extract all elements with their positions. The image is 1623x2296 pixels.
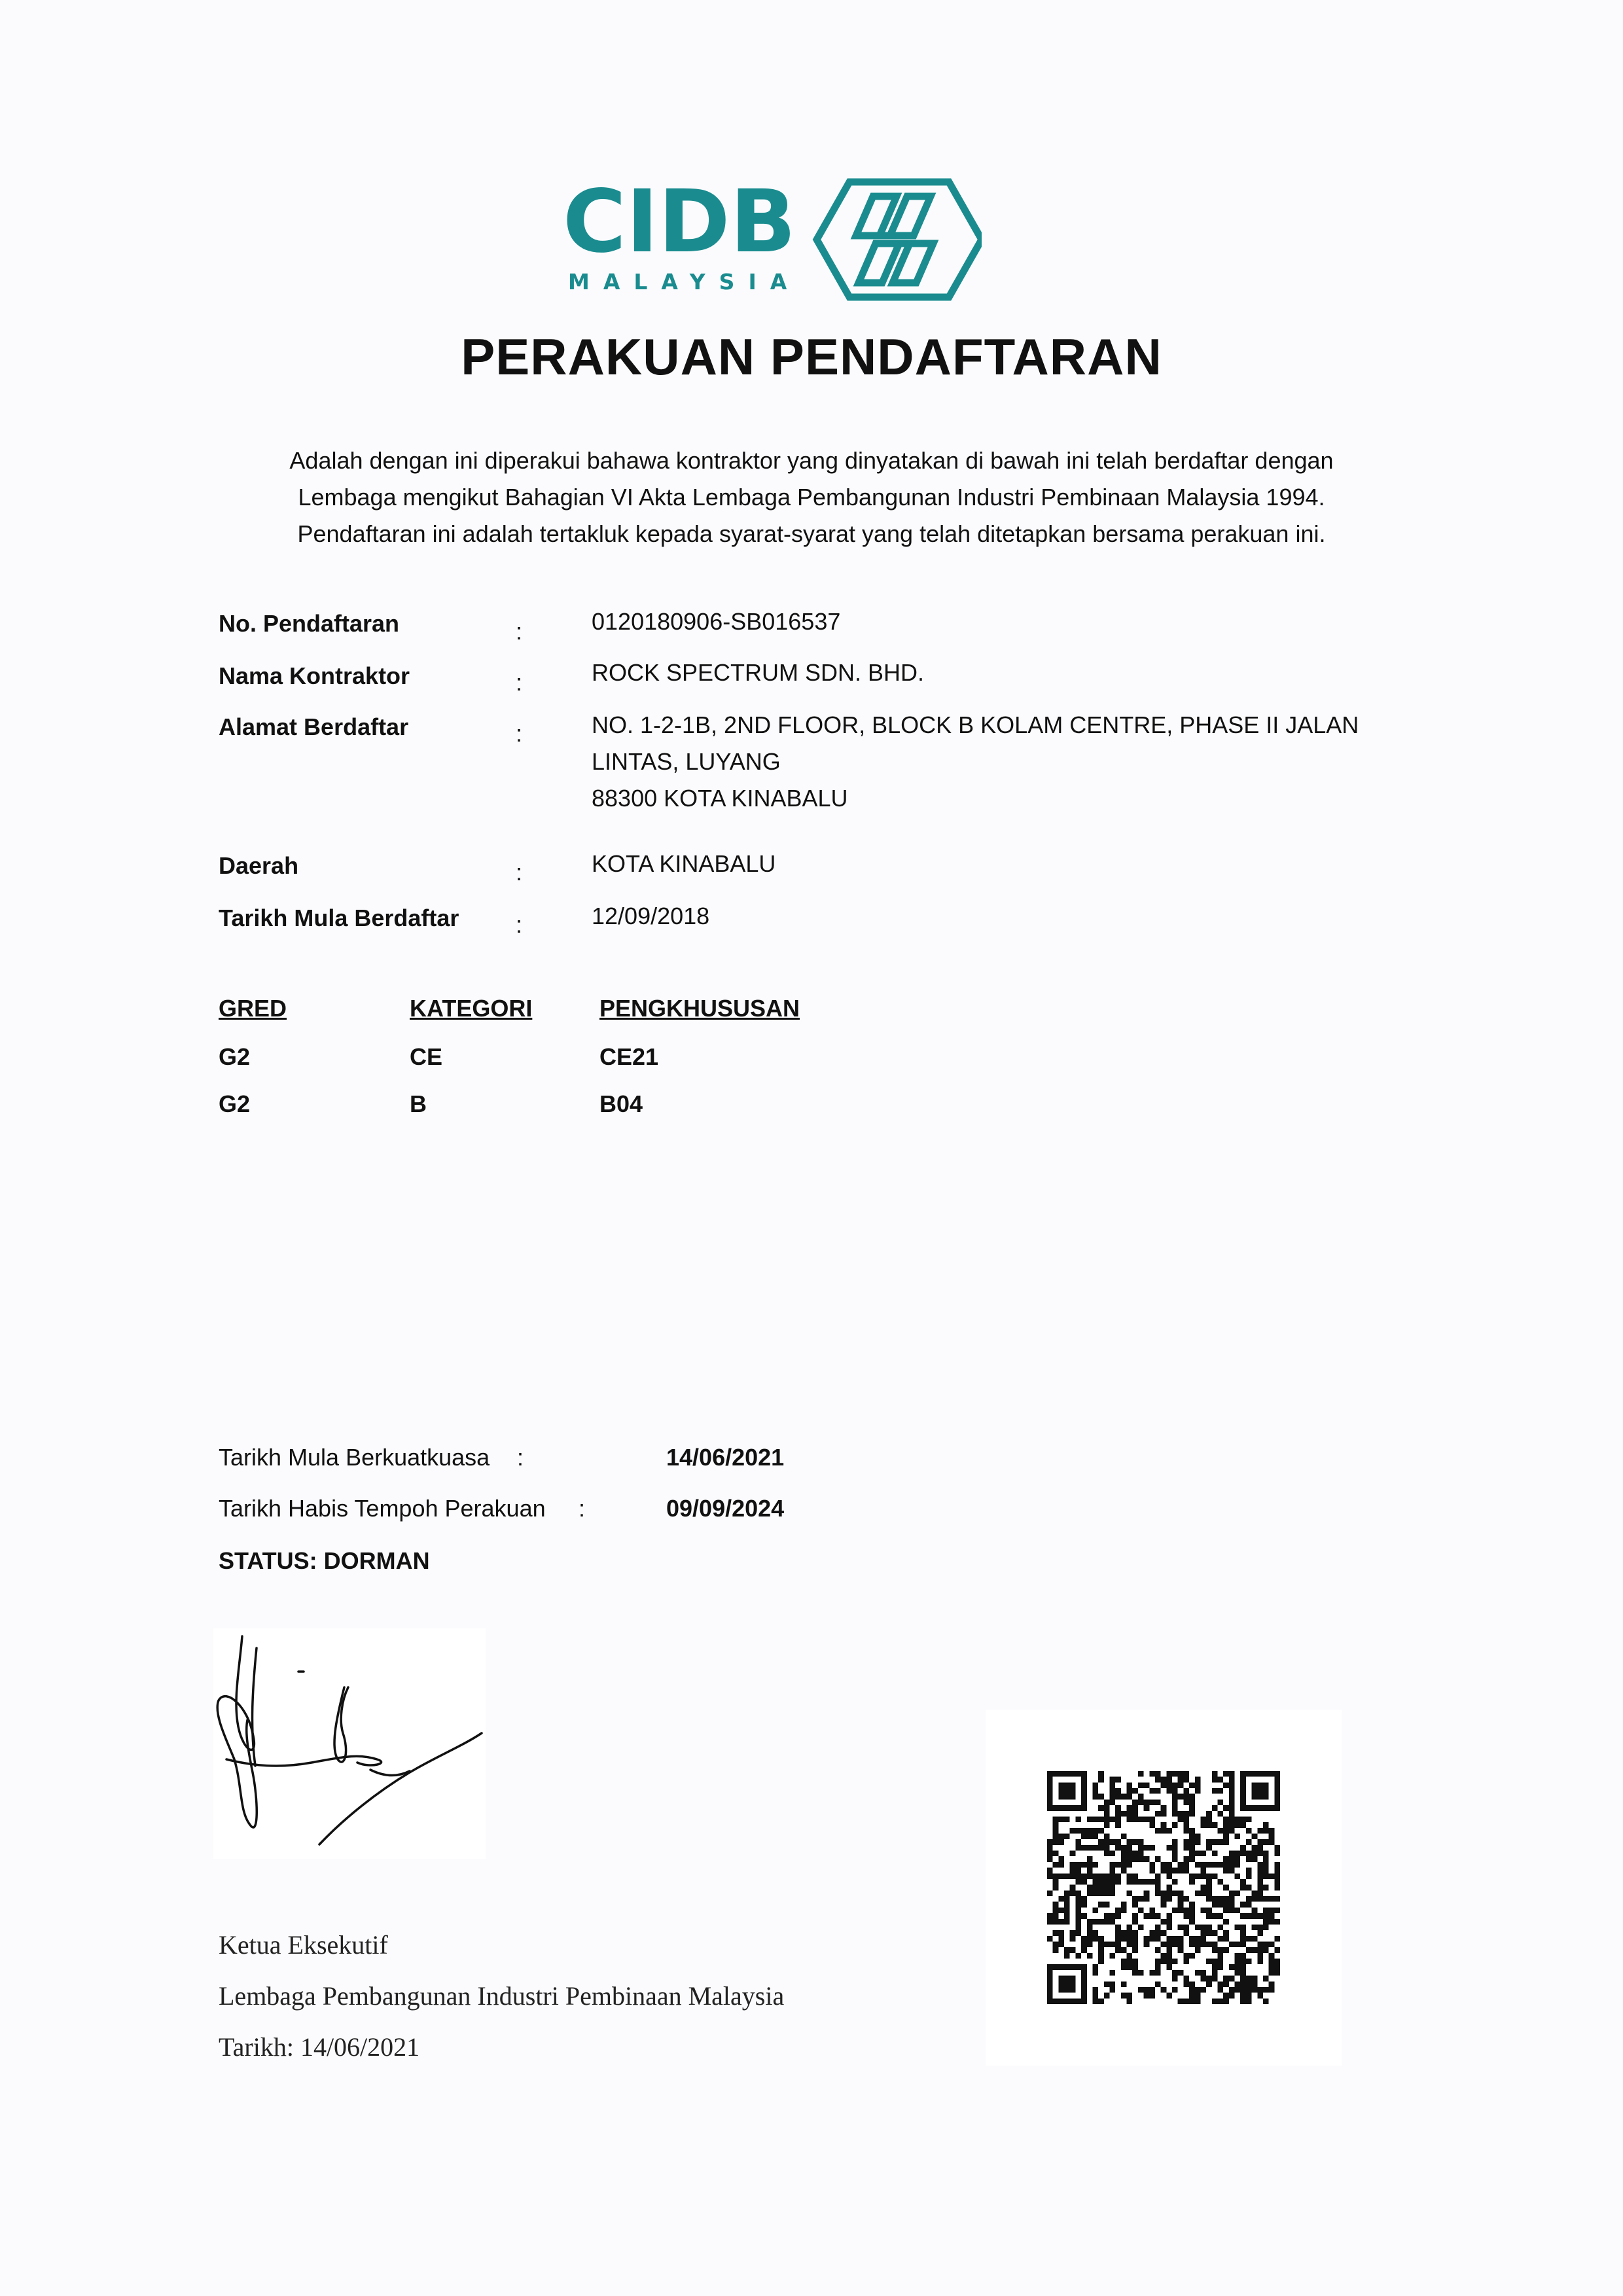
qr-modules <box>1047 1771 1280 2004</box>
reg-no-colon: : <box>516 618 523 645</box>
grade-header: GRED <box>219 995 287 1022</box>
reg-no-value: 0120180906-SB016537 <box>592 608 841 635</box>
category-header: KATEGORI <box>410 995 533 1022</box>
address-line-3: 88300 KOTA KINABALU <box>592 785 848 812</box>
contractor-name-label: Nama Kontraktor <box>219 662 410 689</box>
status-label: STATUS: DORMAN <box>219 1547 430 1574</box>
start-date-value: 12/09/2018 <box>592 903 710 929</box>
cidb-logo <box>563 178 982 302</box>
address-line-2: LINTAS, LUYANG <box>592 748 781 775</box>
signature-date: Tarikh: 14/06/2021 <box>219 2032 420 2062</box>
signature-image <box>213 1628 486 1859</box>
signatory-role: Ketua Eksekutif <box>219 1930 388 1960</box>
district-label: Daerah <box>219 852 299 879</box>
logo-text: CIDB <box>563 178 796 272</box>
effective-date-colon: : <box>517 1444 524 1471</box>
address-line-1: NO. 1-2-1B, 2ND FLOOR, BLOCK B KOLAM CENTRE, PHASE II JALAN <box>592 711 1359 738</box>
specialisation-header: PENGKHUSUSAN <box>599 995 800 1022</box>
district-value: KOTA KINABALU <box>592 850 776 877</box>
qr-code <box>986 1710 1342 2066</box>
table-row-2-grade: G2 <box>219 1090 251 1117</box>
qr-code-icon <box>1047 1771 1280 2004</box>
signature-icon <box>213 1628 486 1859</box>
hexagon-emblem-icon <box>817 182 982 297</box>
district-colon: : <box>516 859 523 886</box>
address-label: Alamat Berdaftar <box>219 713 409 740</box>
document-title: PERAKUAN PENDAFTARAN <box>461 328 1162 386</box>
expiry-date-value: 09/09/2024 <box>666 1495 785 1522</box>
address-value <box>592 707 1359 817</box>
table-row-2-specialisation: B04 <box>599 1090 643 1117</box>
intro-line-3: Pendaftaran ini adalah tertakluk kepada syarat-syarat yang telah ditetapkan bersama perakuan ini. <box>297 520 1326 547</box>
start-date-label: Tarikh Mula Berdaftar <box>219 905 459 931</box>
signatory-organisation: Lembaga Pembangunan Industri Pembinaan Malaysia <box>219 1981 785 2011</box>
expiry-date-colon: : <box>579 1495 586 1522</box>
intro-paragraph <box>196 442 1427 552</box>
effective-date-value: 14/06/2021 <box>666 1444 785 1471</box>
table-row-1-specialisation: CE21 <box>599 1043 659 1070</box>
effective-date-label: Tarikh Mula Berkuatkuasa <box>219 1444 490 1471</box>
address-colon: : <box>516 720 523 747</box>
table-row-1-category: CE <box>410 1043 443 1070</box>
table-row-2-category: B <box>410 1090 427 1117</box>
contractor-name-value: ROCK SPECTRUM SDN. BHD. <box>592 659 925 686</box>
table-row-1-grade: G2 <box>219 1043 251 1070</box>
contractor-name-colon: : <box>516 669 523 696</box>
expiry-date-label: Tarikh Habis Tempoh Perakuan <box>219 1495 546 1522</box>
reg-no-label: No. Pendaftaran <box>219 610 400 637</box>
intro-line-1: Adalah dengan ini diperakui bahawa kontraktor yang dinyatakan di bawah ini telah berdaftar dengan <box>289 447 1334 474</box>
logo-subtext: MALAYSIA <box>568 269 801 295</box>
intro-line-2: Lembaga mengikut Bahagian VI Akta Lembaga Pembangunan Industri Pembinaan Malaysia 1994. <box>298 484 1325 511</box>
start-date-colon: : <box>516 911 523 938</box>
